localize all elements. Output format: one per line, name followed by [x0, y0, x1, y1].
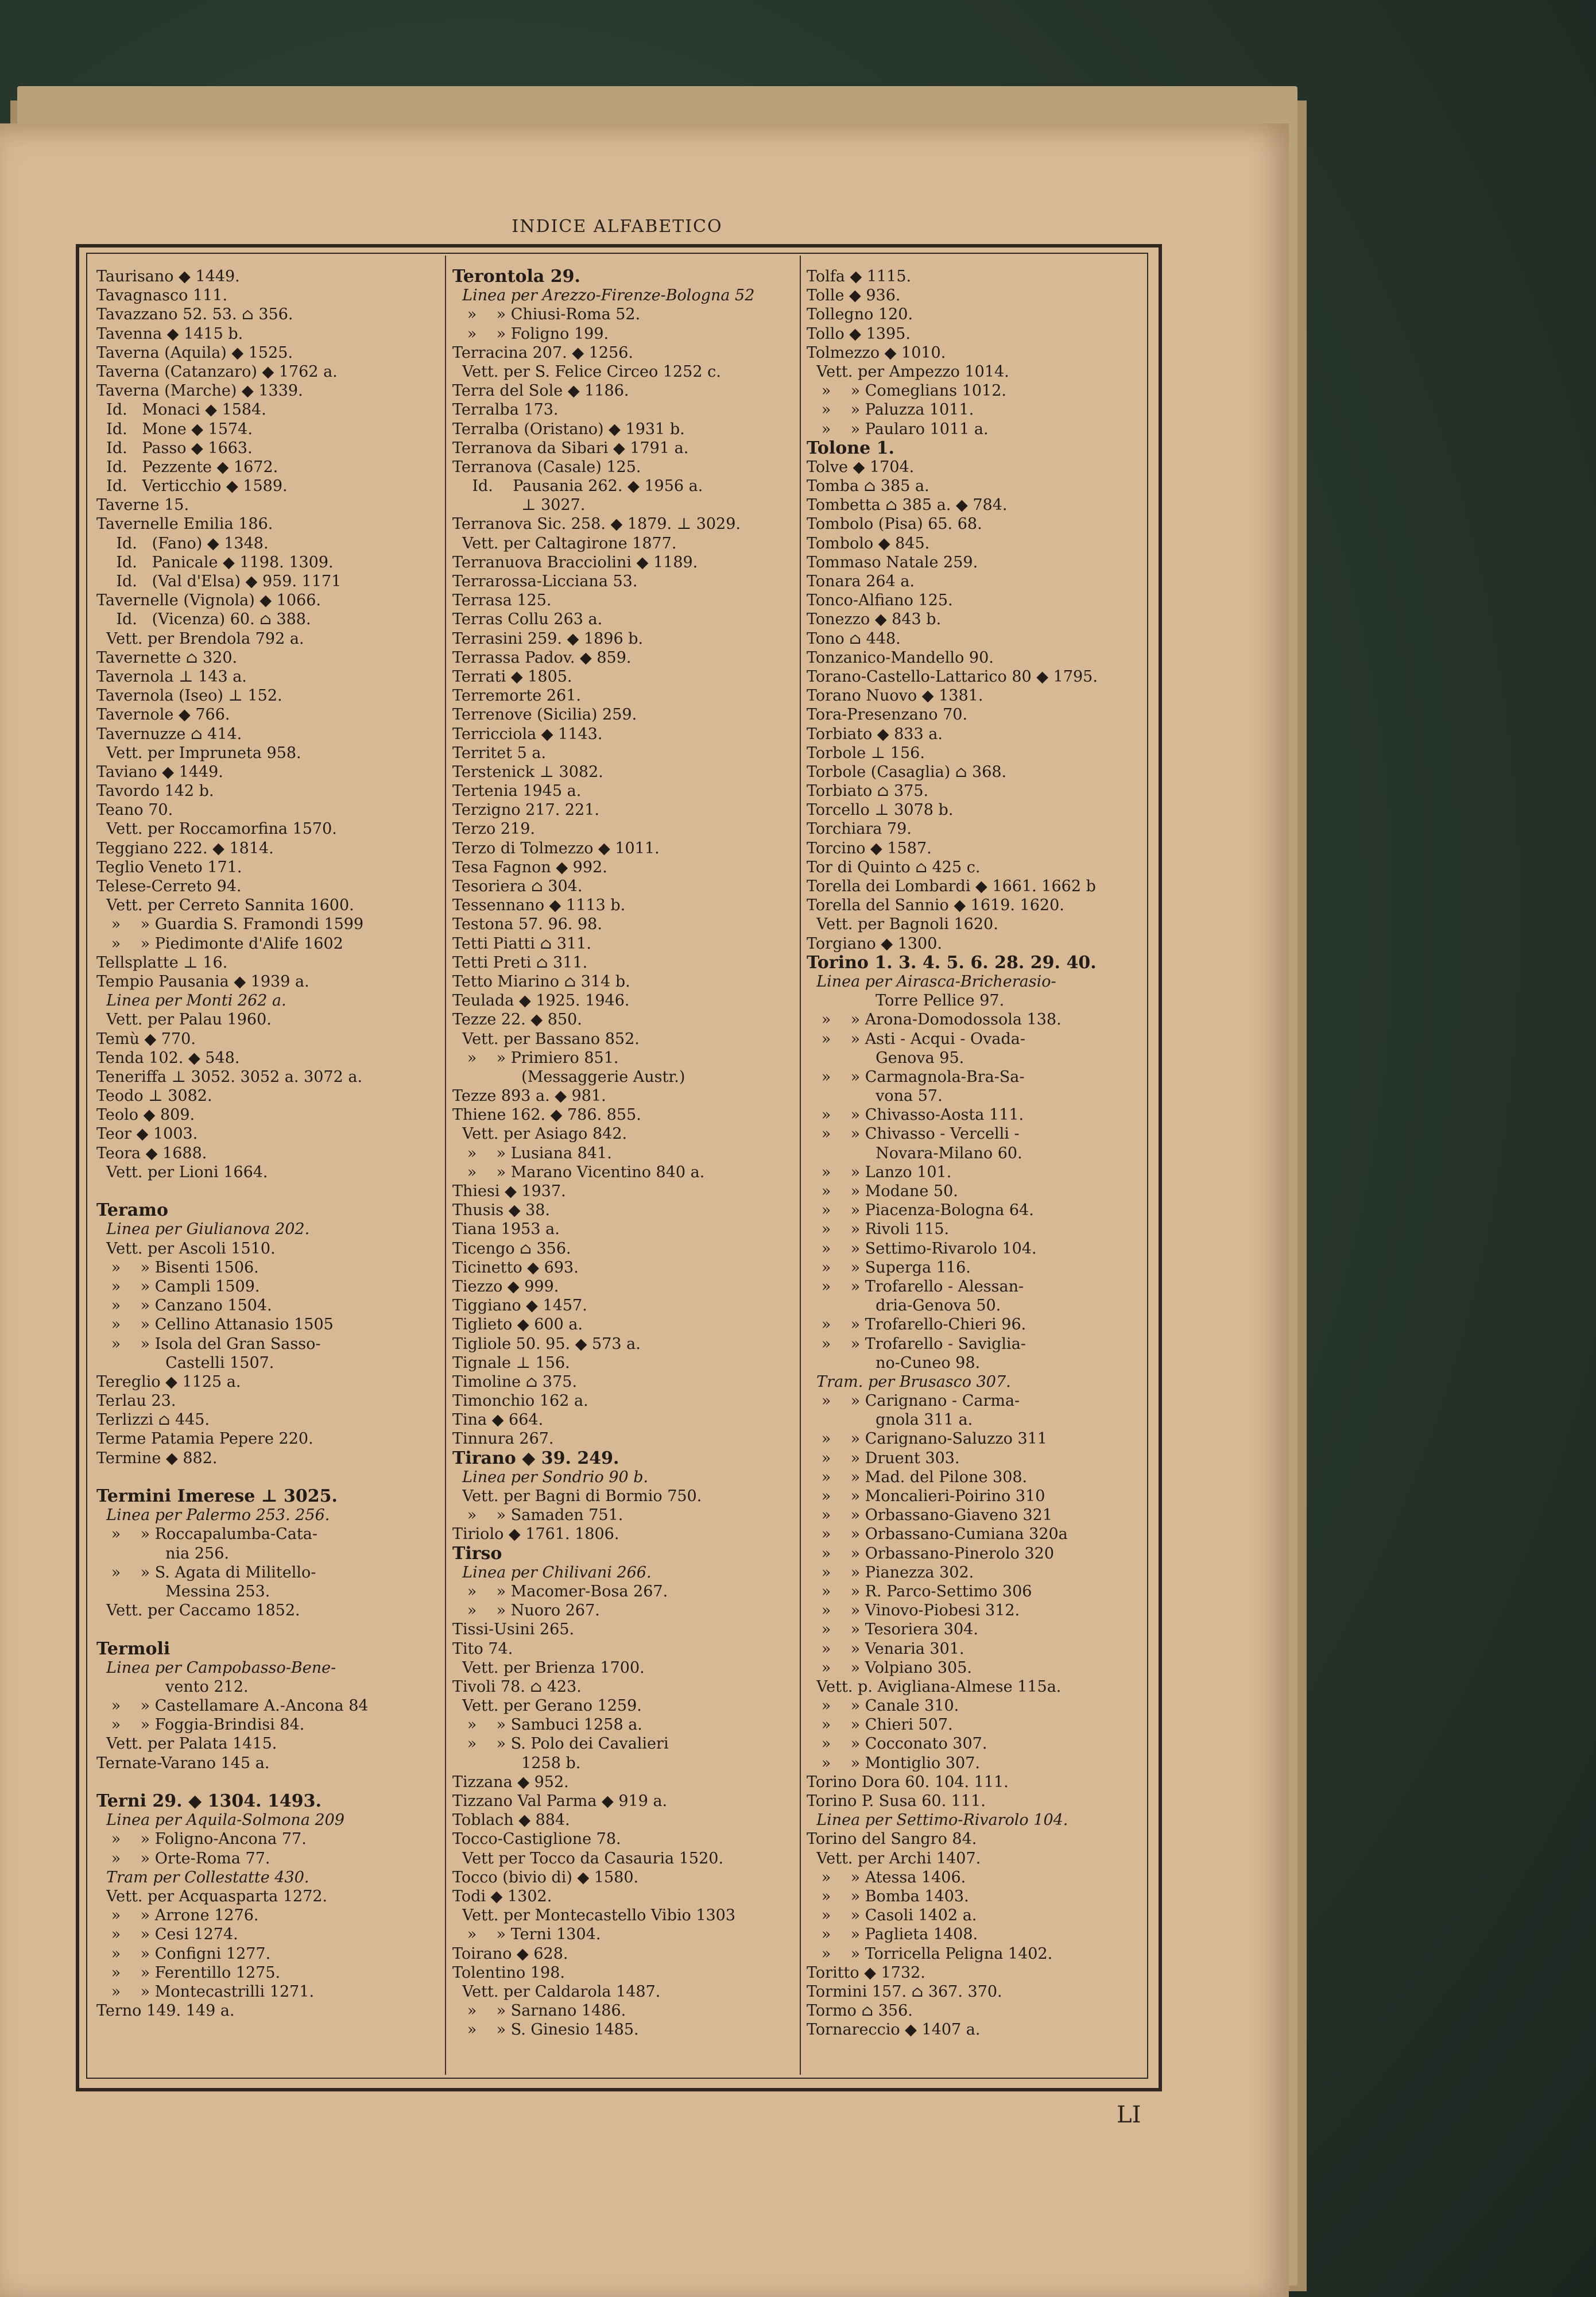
index-entry: Tonzanico-Mandello 90.: [807, 648, 994, 667]
index-entry: Teor ◆ 1003.: [96, 1125, 198, 1143]
index-entry: » » Sambuci 1258 a.: [452, 1716, 642, 1734]
index-entry: Tiana 1953 a.: [452, 1220, 560, 1239]
index-entry: Taurisano ◆ 1449.: [96, 268, 240, 285]
index-entry: Terzo di Tolmezzo ◆ 1011.: [452, 839, 660, 857]
index-entry: Tollo ◆ 1395.: [807, 324, 911, 343]
index-column-3: [807, 267, 1148, 2039]
index-entry: » » Chiusi-Roma 52.: [452, 306, 641, 324]
index-entry: » » Venaria 301.: [807, 1639, 964, 1658]
index-entry: Tombolo (Pisa) 65. 68.: [807, 515, 982, 533]
index-entry: Tommaso Natale 259.: [807, 553, 978, 571]
index-entry: Tizzana ◆ 952.: [452, 1773, 569, 1791]
index-heading: Tirano ◆ 39. 249.: [452, 1448, 619, 1468]
index-entry: Vett. per Caccamo 1852.: [96, 1602, 300, 1620]
index-entry: » » Sarnano 1486.: [452, 2002, 626, 2020]
index-entry: Ticengo ⌂ 356.: [452, 1239, 571, 1258]
index-entry: » » Volpiano 305.: [807, 1658, 972, 1677]
index-entry: Terranuova Bracciolini ◆ 1189.: [452, 553, 698, 571]
index-entry: Tertenia 1945 a.: [452, 782, 582, 801]
index-entry: Torgiano ◆ 1300.: [807, 934, 942, 953]
index-heading: Tirso: [452, 1543, 502, 1564]
index-entry: Teggiano 222. ◆ 1814.: [96, 839, 274, 857]
index-entry: Territet 5 a.: [452, 744, 547, 762]
index-entry: » » Campli 1509.: [96, 1277, 260, 1296]
index-entry: » » Cellino Attanasio 1505: [96, 1316, 334, 1334]
page-title: INDICE ALFABETICO: [512, 216, 723, 237]
index-entry: Tissi-Usini 265.: [452, 1621, 575, 1639]
index-entry: » » S. Agata di Militello-: [96, 1563, 316, 1581]
index-heading: Terontola 29.: [452, 266, 580, 287]
index-entry: » » Primiero 851.: [452, 1049, 619, 1067]
index-entry: » » Bomba 1403.: [807, 1887, 969, 1905]
index-entry: Toritto ◆ 1732.: [807, 1963, 925, 1982]
index-entry: Thiesi ◆ 1937.: [452, 1182, 566, 1200]
index-entry: Torino del Sangro 84.: [807, 1830, 977, 1849]
index-entry: Tiglieto ◆ 600 a.: [452, 1316, 583, 1334]
index-entry: » » Montecastrilli 1271.: [96, 1982, 315, 2001]
index-entry: Linea per Sondrio 90 b.: [452, 1468, 649, 1486]
index-entry: Vett. per Bagnoli 1620.: [807, 915, 998, 934]
index-entry: » » Superga 116.: [807, 1258, 971, 1277]
spacer: [96, 1182, 441, 1201]
index-entry: Terrassa Padov. ◆ 859.: [452, 648, 632, 667]
index-entry: » » Configni 1277.: [96, 1944, 271, 1963]
index-entry: Id. (Fano) ◆ 1348.: [96, 534, 269, 552]
index-entry: Torano-Castello-Lattarico 80 ◆ 1795.: [807, 667, 1098, 686]
index-entry: Terranova (Casale) 125.: [452, 458, 641, 476]
index-entry: » » Cocconato 307.: [807, 1735, 987, 1753]
index-entry: Tavernola ⊥ 143 a.: [96, 667, 247, 686]
index-entry: » » Foligno-Ancona 77.: [96, 1830, 307, 1849]
spacer: [96, 1773, 441, 1792]
index-entry: » » Carignano - Carma-: [807, 1392, 1020, 1410]
index-entry: » » Orbassano-Pinerolo 320: [807, 1544, 1055, 1563]
index-entry: Tolle ◆ 936.: [807, 287, 901, 305]
index-entry: Id. Monaci ◆ 1584.: [96, 401, 266, 419]
index-entry: » » Macomer-Bosa 267.: [452, 1582, 668, 1600]
index-entry: Vett. per Asiago 842.: [452, 1125, 627, 1143]
index-entry: Tiriolo ◆ 1761. 1806.: [452, 1525, 619, 1544]
index-entry: » » Tesoriera 304.: [807, 1621, 978, 1639]
index-entry: Toirano ◆ 628.: [452, 1944, 568, 1963]
index-entry: » » Paluzza 1011.: [807, 401, 974, 419]
index-entry: Tavazzano 52. 53. ⌂ 356.: [96, 306, 293, 324]
index-entry: Tempio Pausania ◆ 1939 a.: [96, 972, 309, 991]
index-entry: Vett. per Bassano 852.: [452, 1030, 640, 1048]
index-entry: » » Samaden 751.: [452, 1506, 623, 1525]
index-entry: Tivoli 78. ⌂ 423.: [452, 1677, 582, 1696]
index-entry: Terme Patamia Pepere 220.: [96, 1430, 313, 1448]
index-heading: Teramo: [96, 1200, 168, 1221]
index-entry: » » Carmagnola-Bra-Sa-: [807, 1068, 1025, 1086]
index-entry: Tormini 157. ⌂ 367. 370.: [807, 1982, 1002, 2001]
index-entry: Vett. per Montecastello Vibio 1303: [452, 1907, 736, 1925]
index-entry: Tollegno 120.: [807, 306, 913, 324]
index-entry: » » Piacenza-Bologna 64.: [807, 1201, 1034, 1220]
index-entry: » » Roccapalumba-Cata-: [96, 1525, 317, 1544]
index-entry: Tor di Quinto ⌂ 425 c.: [807, 858, 981, 876]
index-entry: Vett. per Bagni di Bormio 750.: [452, 1487, 702, 1505]
index-entry: Vett. per Lioni 1664.: [96, 1163, 268, 1181]
index-entry: Tombolo ◆ 845.: [807, 534, 930, 552]
index-entry: Vett. p. Avigliana-Almese 115a.: [807, 1677, 1062, 1696]
index-entry: Torano Nuovo ◆ 1381.: [807, 687, 983, 705]
index-entry: » » Nuoro 267.: [452, 1602, 600, 1620]
index-entry: Terralba 173.: [452, 401, 559, 419]
index-column-1: [96, 267, 441, 2020]
index-entry: Terrati ◆ 1805.: [452, 667, 572, 686]
index-entry: Castelli 1507.: [96, 1354, 274, 1372]
index-entry: » » Paularo 1011 a.: [807, 420, 989, 438]
index-entry: Teglio Veneto 171.: [96, 858, 242, 876]
index-entry: » » Comeglians 1012.: [807, 382, 1006, 400]
index-entry: Toblach ◆ 884.: [452, 1811, 570, 1830]
index-entry: Terralba (Oristano) ◆ 1931 b.: [452, 420, 685, 438]
index-entry: » » Isola del Gran Sasso-: [96, 1335, 321, 1353]
index-entry: Tonezzo ◆ 843 b.: [807, 610, 942, 629]
index-entry: » » Orbassano-Giaveno 321: [807, 1506, 1052, 1525]
index-entry: Torino P. Susa 60. 111.: [807, 1792, 986, 1810]
index-entry: Taviano ◆ 1449.: [96, 763, 223, 781]
index-entry: Terremorte 261.: [452, 687, 581, 705]
spacer: [96, 1468, 441, 1487]
index-heading: Tolone 1.: [807, 438, 894, 458]
index-entry: Tonco-Alfiano 125.: [807, 591, 953, 610]
index-entry: Tavernelle (Vignola) ◆ 1066.: [96, 591, 321, 610]
index-entry: » » Arona-Domodossola 138.: [807, 1011, 1062, 1029]
index-entry: Id. Mone ◆ 1574.: [96, 420, 253, 438]
index-entry: Torella dei Lombardi ◆ 1661. 1662 b: [807, 877, 1096, 895]
index-entry: ⊥ 3027.: [452, 496, 586, 515]
index-entry: Tombetta ⌂ 385 a. ◆ 784.: [807, 496, 1008, 515]
index-entry: Timoline ⌂ 375.: [452, 1372, 578, 1391]
index-entry: Temù ◆ 770.: [96, 1030, 196, 1048]
index-entry: Terrasa 125.: [452, 591, 552, 610]
index-entry: Ternate-Varano 145 a.: [96, 1754, 270, 1772]
index-entry: Tina ◆ 664.: [452, 1411, 544, 1429]
index-entry: Teodo ⊥ 3082.: [96, 1087, 212, 1105]
index-entry: » » Trofarello - Alessan-: [807, 1277, 1024, 1296]
index-entry: Tolmezzo ◆ 1010.: [807, 343, 946, 362]
index-entry: Terra del Sole ◆ 1186.: [452, 382, 629, 400]
index-entry: Tomba ⌂ 385 a.: [807, 477, 929, 496]
index-entry: Teora ◆ 1688.: [96, 1144, 207, 1162]
index-entry: Tavenna ◆ 1415 b.: [96, 324, 243, 343]
index-entry: » » Trofarello-Chieri 96.: [807, 1316, 1026, 1334]
index-entry: Taverna (Catanzaro) ◆ 1762 a.: [96, 362, 338, 381]
index-entry: Terlau 23.: [96, 1392, 176, 1410]
index-entry: Linea per Settimo-Rivarolo 104.: [807, 1811, 1068, 1830]
index-entry: Linea per Chilivani 266.: [452, 1563, 652, 1581]
index-entry: Linea per Airasca-Bricherasio-: [807, 972, 1056, 991]
index-entry: Vett. per Palau 1960.: [96, 1011, 272, 1029]
index-entry: Terrasini 259. ◆ 1896 b.: [452, 629, 644, 648]
index-entry: Vett. per Roccamorfina 1570.: [96, 820, 337, 838]
index-entry: Vett. per Acquasparta 1272.: [96, 1887, 328, 1905]
index-entry: 1258 b.: [452, 1754, 581, 1772]
index-entry: Vett per Tocco da Casauria 1520.: [452, 1849, 724, 1867]
index-entry: » » Cesi 1274.: [96, 1925, 238, 1944]
index-entry: Id. Verticchio ◆ 1589.: [96, 477, 288, 496]
index-entry: » » Marano Vicentino 840 a.: [452, 1163, 705, 1181]
index-entry: Tono ⌂ 448.: [807, 629, 901, 648]
index-entry: Tezze 893 a. ◆ 981.: [452, 1087, 606, 1105]
index-entry: Thiene 162. ◆ 786. 855.: [452, 1106, 641, 1124]
index-entry: Torbole ⊥ 156.: [807, 744, 925, 762]
index-entry: » » Canale 310.: [807, 1697, 959, 1715]
index-entry: Messina 253.: [96, 1582, 270, 1600]
index-entry: Thusis ◆ 38.: [452, 1201, 551, 1220]
index-entry: » » Chivasso-Aosta 111.: [807, 1106, 1024, 1124]
index-entry: dria-Genova 50.: [807, 1297, 1001, 1315]
index-entry: Tonara 264 a.: [807, 573, 915, 590]
index-entry: Teano 70.: [96, 801, 173, 819]
index-entry: » » Foligno 199.: [452, 324, 609, 343]
index-entry: Linea per Monti 262 a.: [96, 992, 286, 1010]
index-entry: Torbiato ⌂ 375.: [807, 782, 929, 801]
index-entry: Id. Pezzente ◆ 1672.: [96, 458, 278, 476]
index-entry: Tolve ◆ 1704.: [807, 458, 915, 476]
index-entry: Tessennano ◆ 1113 b.: [452, 896, 626, 915]
index-entry: » » Paglieta 1408.: [807, 1925, 978, 1944]
index-entry: Torino Dora 60. 104. 111.: [807, 1773, 1009, 1791]
column-divider: [800, 256, 801, 2075]
index-entry: » » Chivasso - Vercelli -: [807, 1125, 1020, 1143]
index-entry: Taverne 15.: [96, 496, 189, 515]
index-entry: Tellsplatte ⊥ 16.: [96, 953, 228, 972]
index-entry: » » Orte-Roma 77.: [96, 1849, 270, 1867]
index-entry: Tolentino 198.: [452, 1963, 565, 1982]
index-entry: Tignale ⊥ 156.: [452, 1354, 570, 1372]
index-entry: Id. (Vicenza) 60. ⌂ 388.: [96, 610, 311, 629]
index-entry: Terrarossa-Licciana 53.: [452, 573, 638, 590]
index-entry: Tavagnasco 111.: [96, 287, 228, 305]
index-entry: vona 57.: [807, 1087, 943, 1105]
index-entry: Tavordo 142 b.: [96, 782, 214, 801]
index-entry: Torella del Sannio ◆ 1619. 1620.: [807, 896, 1064, 915]
index-entry: gnola 311 a.: [807, 1411, 973, 1429]
index-entry: » » Canzano 1504.: [96, 1297, 272, 1315]
index-entry: » » Ferentillo 1275.: [96, 1963, 281, 1982]
index-entry: Tiezzo ◆ 999.: [452, 1277, 559, 1296]
index-entry: Torcino ◆ 1587.: [807, 839, 932, 857]
index-entry: Taverna (Aquila) ◆ 1525.: [96, 343, 293, 362]
index-entry: Tram per Collestatte 430.: [96, 1868, 309, 1886]
index-entry: Teneriffa ⊥ 3052. 3052 a. 3072 a.: [96, 1068, 363, 1086]
index-entry: » » Foggia-Brindisi 84.: [96, 1716, 305, 1734]
index-entry: Torbiato ◆ 833 a.: [807, 725, 943, 743]
index-entry: Novara-Milano 60.: [807, 1144, 1022, 1162]
index-entry: Vett. per Impruneta 958.: [96, 744, 301, 762]
index-entry: Terrenove (Sicilia) 259.: [452, 706, 637, 724]
index-entry: » » Casoli 1402 a.: [807, 1907, 977, 1925]
index-entry: Id. Pausania 262. ◆ 1956 a.: [452, 477, 703, 496]
index-entry: Tocco-Castiglione 78.: [452, 1830, 621, 1849]
index-entry: » » Moncalieri-Poirino 310: [807, 1487, 1045, 1505]
index-entry: Linea per Palermo 253. 256.: [96, 1506, 330, 1525]
index-entry: Tram. per Brusasco 307.: [807, 1372, 1011, 1391]
index-entry: » » Guardia S. Framondi 1599: [96, 915, 364, 934]
index-entry: » » Piedimonte d'Alife 1602: [96, 934, 343, 953]
index-entry: Linea per Campobasso-Bene-: [96, 1658, 336, 1677]
index-entry: Vett. per Brienza 1700.: [452, 1658, 645, 1677]
index-entry: Teulada ◆ 1925. 1946.: [452, 992, 630, 1010]
index-entry: Terzigno 217. 221.: [452, 801, 599, 819]
index-entry: » » Modane 50.: [807, 1182, 958, 1200]
index-entry: Vett. per Palata 1415.: [96, 1735, 277, 1753]
index-entry: no-Cuneo 98.: [807, 1354, 981, 1372]
index-entry: Teolo ◆ 809.: [96, 1106, 195, 1124]
index-entry: Linea per Aquila-Solmona 209: [96, 1811, 345, 1830]
index-entry: » » Bisenti 1506.: [96, 1258, 259, 1277]
index-entry: » » Terni 1304.: [452, 1925, 601, 1944]
index-entry: Tocco (bivio di) ◆ 1580.: [452, 1868, 639, 1886]
index-entry: » » Rivoli 115.: [807, 1220, 950, 1239]
index-entry: » » Mad. del Pilone 308.: [807, 1468, 1028, 1486]
index-entry: Id. Panicale ◆ 1198. 1309.: [96, 553, 334, 571]
index-heading: Torino 1. 3. 4. 5. 6. 28. 29. 40.: [807, 952, 1097, 973]
index-entry: Vett. per Archi 1407.: [807, 1849, 981, 1867]
index-entry: vento 212.: [96, 1677, 249, 1696]
index-entry: Torcello ⊥ 3078 b.: [807, 801, 954, 819]
index-entry: Id. (Val d'Elsa) ◆ 959. 1171: [96, 573, 342, 590]
index-entry: » » Torricella Peligna 1402.: [807, 1944, 1053, 1963]
index-entry: Terlizzi ⌂ 445.: [96, 1411, 210, 1429]
index-entry: Tizzano Val Parma ◆ 919 a.: [452, 1792, 668, 1810]
index-entry: » » R. Parco-Settimo 306: [807, 1582, 1032, 1600]
index-entry: Terzo 219.: [452, 820, 535, 838]
index-entry: Tenda 102. ◆ 548.: [96, 1049, 240, 1067]
index-entry: » » Lanzo 101.: [807, 1163, 952, 1181]
index-entry: (Messaggerie Austr.): [452, 1068, 685, 1086]
index-entry: Linea per Giulianova 202.: [96, 1220, 310, 1239]
index-entry: Terranova Sic. 258. ◆ 1879. ⊥ 3029.: [452, 515, 741, 533]
index-entry: » » Chieri 507.: [807, 1716, 953, 1734]
index-entry: nia 256.: [96, 1544, 229, 1563]
index-entry: Tetti Preti ⌂ 311.: [452, 953, 588, 972]
index-entry: Vett. per Brendola 792 a.: [96, 629, 304, 648]
index-entry: » » Settimo-Rivarolo 104.: [807, 1239, 1037, 1258]
index-entry: Tesa Fagnon ◆ 992.: [452, 858, 607, 876]
index-entry: Id. Passo ◆ 1663.: [96, 439, 253, 457]
index-entry: Torchiara 79.: [807, 820, 912, 838]
index-entry: Terstenick ⊥ 3082.: [452, 763, 603, 781]
index-entry: Vett. per Gerano 1259.: [452, 1697, 642, 1715]
index-entry: Vett. per Caldarola 1487.: [452, 1982, 661, 2001]
index-entry: » » Castellamare A.-Ancona 84: [96, 1697, 369, 1715]
index-entry: Tavernole ◆ 766.: [96, 706, 230, 724]
index-entry: Tereglio ◆ 1125 a.: [96, 1372, 241, 1391]
index-entry: Tetti Piatti ⌂ 311.: [452, 934, 591, 953]
index-entry: Genova 95.: [807, 1049, 964, 1067]
index-entry: Terranova da Sibari ◆ 1791 a.: [452, 439, 689, 457]
index-heading: Termini Imerese ⊥ 3025.: [96, 1486, 338, 1506]
index-entry: » » Carignano-Saluzzo 311: [807, 1430, 1047, 1448]
index-entry: Tito 74.: [452, 1639, 513, 1658]
index-entry: Torbole (Casaglia) ⌂ 368.: [807, 763, 1007, 781]
index-entry: » » Vinovo-Piobesi 312.: [807, 1602, 1020, 1620]
index-entry: Vett. per Caltagirone 1877.: [452, 534, 677, 552]
index-entry: » » Trofarello - Saviglia-: [807, 1335, 1026, 1353]
index-entry: » » Montiglio 307.: [807, 1754, 980, 1772]
index-entry: Vett. per Ampezzo 1014.: [807, 362, 1009, 381]
index-entry: Tetto Miarino ⌂ 314 b.: [452, 972, 630, 991]
index-entry: Taverna (Marche) ◆ 1339.: [96, 382, 303, 400]
index-entry: Terras Collu 263 a.: [452, 610, 603, 629]
index-entry: » » Asti - Acqui - Ovada-: [807, 1030, 1026, 1048]
index-entry: Tigliole 50. 95. ◆ 573 a.: [452, 1335, 641, 1353]
index-entry: Vett. per S. Felice Circeo 1252 c.: [452, 362, 721, 381]
index-entry: Todi ◆ 1302.: [452, 1887, 552, 1905]
index-entry: Terricciola ◆ 1143.: [452, 725, 603, 743]
index-entry: Terracina 207. ◆ 1256.: [452, 343, 633, 362]
index-entry: Linea per Arezzo-Firenze-Bologna 52: [452, 287, 755, 305]
index-entry: Termine ◆ 882.: [96, 1449, 218, 1467]
index-entry: Tornareccio ◆ 1407 a.: [807, 2021, 981, 2039]
index-entry: Tolfa ◆ 1115.: [807, 268, 912, 285]
index-entry: Tezze 22. ◆ 850.: [452, 1011, 582, 1029]
index-entry: » » Atessa 1406.: [807, 1868, 966, 1886]
index-heading: Termoli: [96, 1638, 171, 1659]
index-entry: Vett. per Ascoli 1510.: [96, 1239, 276, 1258]
index-entry: » » S. Polo dei Cavalieri: [452, 1735, 669, 1753]
index-entry: Torre Pellice 97.: [807, 992, 1005, 1010]
index-entry: Timonchio 162 a.: [452, 1392, 588, 1410]
index-entry: Tavernelle Emilia 186.: [96, 515, 273, 533]
index-entry: Testona 57. 96. 98.: [452, 915, 602, 934]
index-entry: Tora-Presenzano 70.: [807, 706, 968, 724]
index-entry: Ticinetto ◆ 693.: [452, 1258, 579, 1277]
column-divider: [445, 256, 446, 2075]
index-entry: » » Pianezza 302.: [807, 1563, 974, 1581]
index-entry: Tesoriera ⌂ 304.: [452, 877, 583, 895]
index-entry: » » S. Ginesio 1485.: [452, 2021, 639, 2039]
index-entry: Tavernola (Iseo) ⊥ 152.: [96, 687, 282, 705]
index-entry: Tinnura 267.: [452, 1430, 554, 1448]
index-heading: Terni 29. ◆ 1304. 1493.: [96, 1791, 321, 1811]
index-entry: » » Lusiana 841.: [452, 1144, 612, 1162]
index-entry: » » Arrone 1276.: [96, 1907, 259, 1925]
index-entry: » » Orbassano-Cumiana 320a: [807, 1525, 1068, 1544]
page-number: LI: [1117, 2102, 1141, 2128]
index-entry: Tavernuzze ⌂ 414.: [96, 725, 242, 743]
index-entry: Terno 149. 149 a.: [96, 2002, 235, 2020]
index-entry: Vett. per Cerreto Sannita 1600.: [96, 896, 354, 915]
index-entry: » » Druent 303.: [807, 1449, 960, 1467]
index-column-2: [452, 267, 797, 2039]
spacer: [96, 1620, 441, 1639]
index-entry: Tormo ⌂ 356.: [807, 2002, 913, 2020]
index-entry: Tiggiano ◆ 1457.: [452, 1297, 587, 1315]
index-entry: Tavernette ⌂ 320.: [96, 648, 238, 667]
index-entry: Telese-Cerreto 94.: [96, 877, 242, 895]
